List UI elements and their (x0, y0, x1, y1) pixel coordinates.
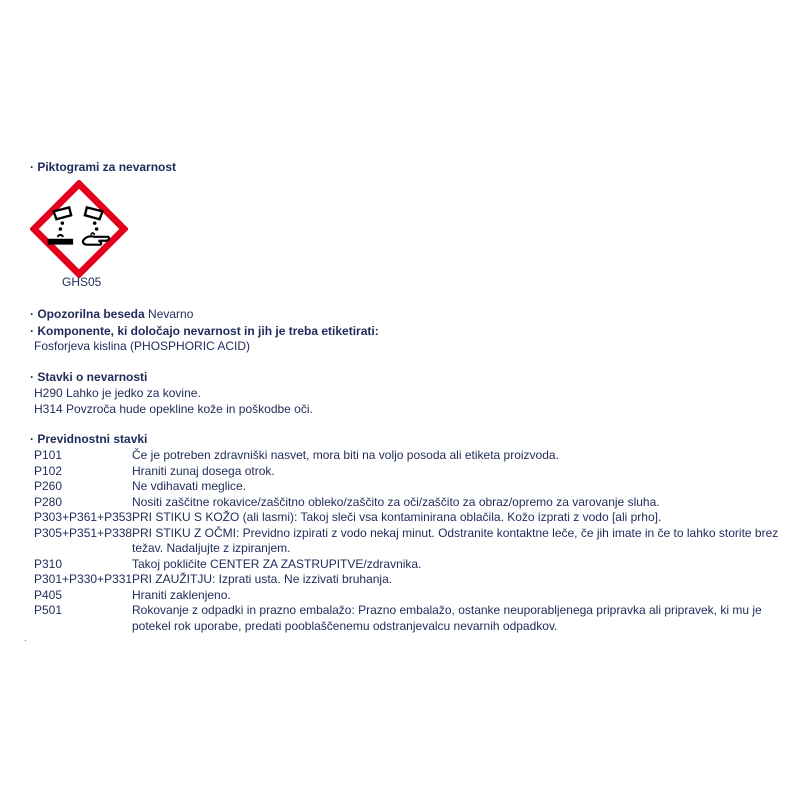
hazard-statement: H290 Lahko je jedko za kovine. (34, 386, 201, 400)
precaution-text: Rokovanje z odpadki in prazno embalažo: Prazno embalažo, ostanke neuporabljenega pripravka ali pripravek, ki mu je potekel rok uporabe, predati pooblaščenemu odstranjevalcu nevarnih odpadkov. (132, 603, 762, 633)
precaution-code: P101 (34, 448, 63, 462)
precaution-row (34, 448, 784, 464)
precaution-row (34, 557, 784, 573)
precaution-row (34, 526, 784, 557)
hazard-heading: · Stavki o nevarnosti (30, 370, 148, 384)
precaution-row (34, 479, 784, 495)
precaution-text: Ne vdihavati meglice. (132, 479, 247, 493)
precaution-text: Hraniti zunaj dosega otrok. (132, 463, 275, 478)
precaution-code: P102 (34, 463, 63, 478)
precaution-code: P280 (34, 494, 63, 509)
precaution-row (34, 572, 784, 588)
pictograms-heading: · Piktogrami za nevarnost (30, 160, 177, 174)
precaution-text: Nositi zaščitne rokavice/zaščitno obleko/zaščito za oči/zaščito za obraz/opremo za varovanje sluha. (132, 494, 660, 509)
precaution-text: Hraniti zaklenjeno. (132, 587, 231, 602)
precaution-heading: · Previdnostni stavki (30, 432, 148, 446)
precaution-code: P260 (34, 479, 63, 493)
precaution-text: PRI STIKU Z OČMI: Previdno izpirati z vodo nekaj minut. Odstranite kontaktne leče, če jih imate in če to lahko storite brez težav. Nadaljujte z izpiranjem. (132, 525, 779, 555)
components-value: Fosforjeva kislina (PHOSPHORIC ACID) (34, 339, 251, 353)
precaution-code: P310 (34, 556, 63, 571)
footer-mark: · (24, 636, 27, 645)
precaution-text: PRI STIKU S KOŽO (ali lasmi): Takoj sleči vsa kontaminirana oblačila. Kožo izprati z vodo [ali prho]. (132, 510, 662, 524)
precaution-text: Takoj pokličite CENTER ZA ZASTRUPITVE/zdravnika. (132, 556, 422, 571)
ghs-code: GHS05 (62, 275, 102, 289)
corrosion-icon (30, 180, 128, 278)
precaution-list (34, 448, 784, 634)
precaution-code: P305+P351+P338 (34, 525, 133, 540)
signal-word-row (30, 307, 193, 323)
components-label: · Komponente, ki določajo nevarnost in jih je treba etiketirati: (30, 324, 379, 338)
signal-word-label: · Opozorilna beseda (30, 307, 145, 321)
precaution-row (34, 464, 784, 480)
precaution-row (34, 603, 784, 634)
precaution-text: Če je potreben zdravniški nasvet, mora biti na voljo posoda ali etiketa proizvoda. (132, 448, 559, 462)
precaution-code: P501 (34, 603, 63, 617)
signal-word-value: Nevarno (148, 307, 194, 321)
precaution-code: P301+P330+P331 (34, 572, 133, 586)
hazard-statement: H314 Povzroča hude opekline kože in poškodbe oči. (34, 402, 313, 416)
precaution-row (34, 510, 784, 526)
precaution-row (34, 588, 784, 604)
precaution-row (34, 495, 784, 511)
precaution-text: PRI ZAUŽITJU: Izprati usta. Ne izzivati bruhanja. (132, 572, 393, 586)
precaution-code: P405 (34, 587, 63, 602)
precaution-code: P303+P361+P353 (34, 510, 133, 524)
